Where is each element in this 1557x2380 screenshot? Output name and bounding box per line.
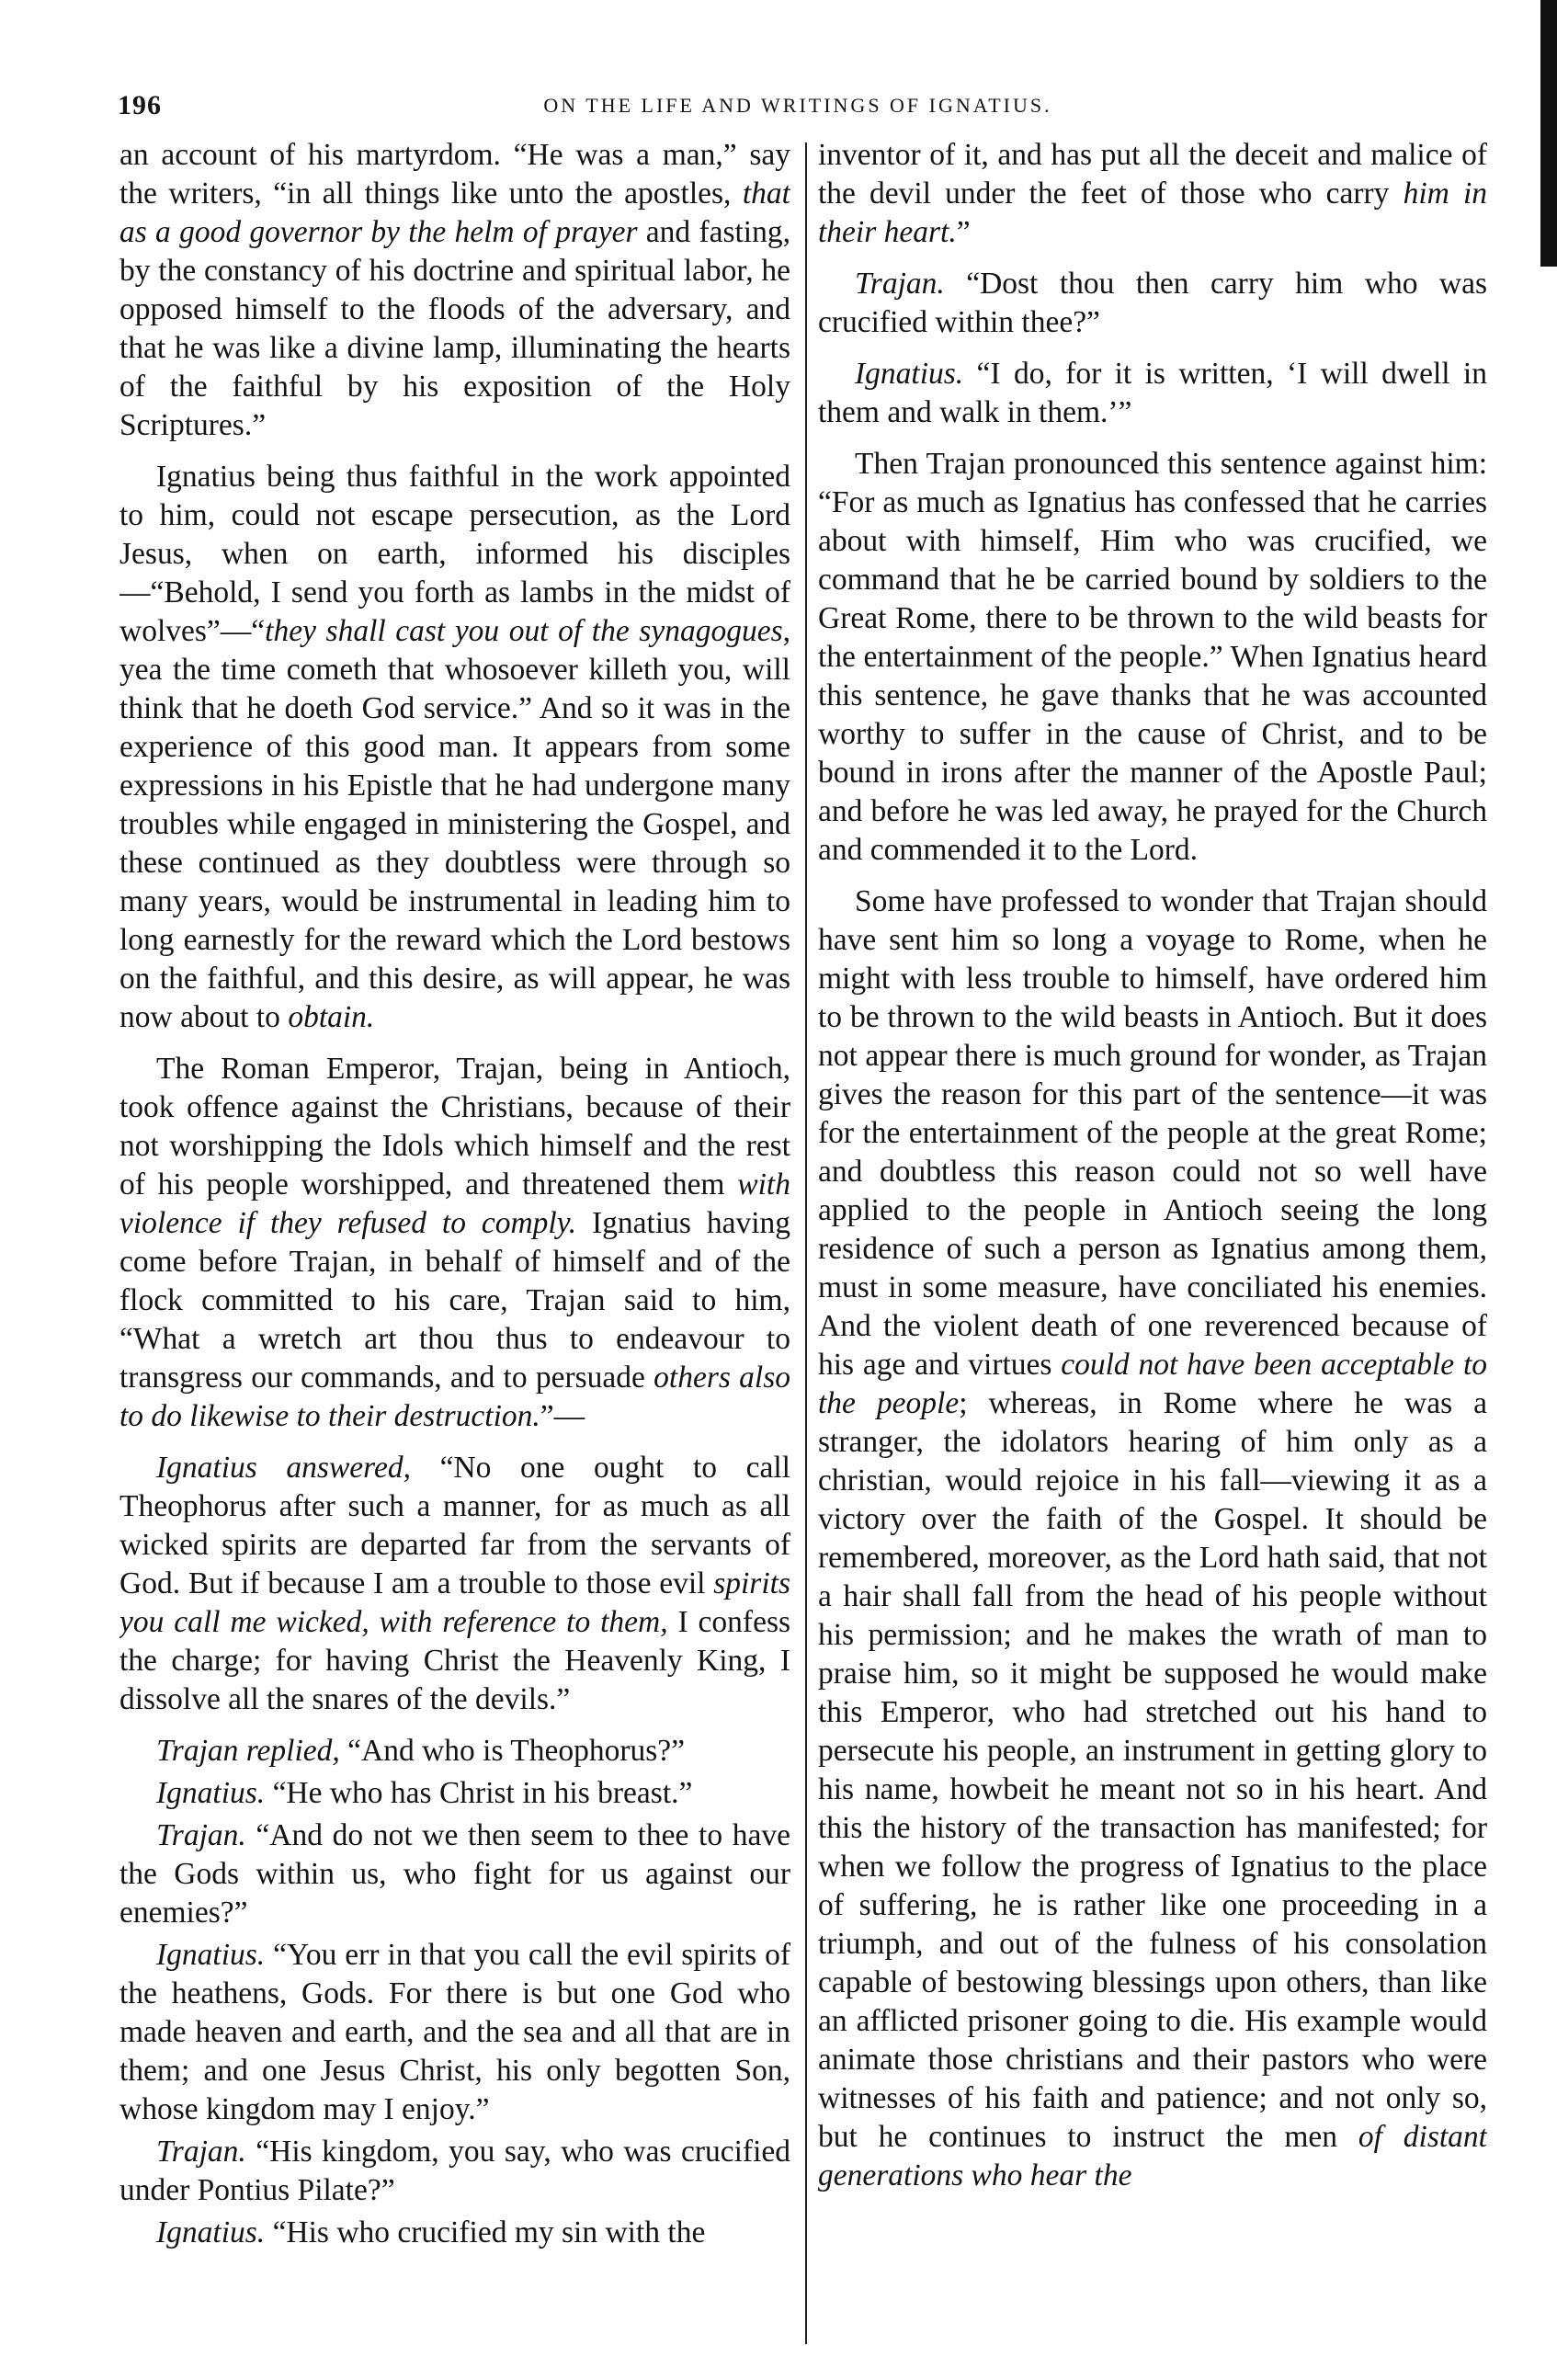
- italic-text: Ignatius.: [156, 2215, 266, 2249]
- running-head: [118, 85, 1478, 127]
- italic-text: Ignatius answered,: [156, 1451, 411, 1485]
- paragraph: [818, 355, 1487, 432]
- text-run: Some have professed to wonder that Trajan should have sent him so long a voyage to Rome, when he might with less trouble to himself, have ordered him to be thrown to the wild beasts in Antioch. But it does not appear there is much ground for wonder, as Trajan gives the reason for this part of the sentence—it was for the entertainment of the people at the great Rome; and doubtless this reason could not so well have applied to the people in Antioch seeing the long residence of such a person as Ignatius among them, must in some measure, have conciliated his enemies. And the violent death of one reverenced because of his age and virtues: [818, 884, 1487, 1382]
- paragraph: [818, 136, 1487, 252]
- paragraph: [119, 1936, 790, 2129]
- text-run: I confess the charge; for having Christ the Heavenly King, I dissolve all the snares of the devils.”: [119, 1605, 790, 1716]
- text-run: “And do not we then seem to thee to have the Gods within us, who fight for us against our enemies?”: [119, 1818, 790, 1930]
- paragraph: [119, 1050, 790, 1436]
- running-title: ON THE LIFE AND WRITINGS OF IGNATIUS.: [543, 94, 1052, 117]
- text-run: Then Trajan pronounced this sentence against him: “For as much as Ignatius has confessed that he carries about with himself, Him who was crucified, we command that he be carried bound by soldiers to the Great Rome, there to be thrown to the wild beasts for the entertainment of the people.” When Ignatius heard this sentence, he gave thanks that he was accounted worthy to suffer in the cause of Christ, and to be bound in irons after the manner of the Apostle Paul; and before he was led away, he prayed for the Church and commended it to the Lord.: [818, 447, 1487, 867]
- text-run: Ignatius being thus faithful in the work appointed to him, could not escape persecution, as the Lord Jesus, when on earth, informed his disciples—“Behold, I send you forth as lambs in the midst of wolves”—“: [119, 460, 790, 648]
- paragraph: [119, 1732, 790, 1771]
- text-run: “He who has Christ in his breast.”: [265, 1776, 693, 1810]
- text-run: ; whereas, in Rome where he was a stranger, the idolators hearing of him only as a christian, would rejoice in his fall—viewing it as a victory over the faith of the Gospel. It should be remembered, moreover, as the Lord hath said, that not a hair shall fall from the head of his people without his permission; and he makes the wrath of man to praise him, so it might be supposed he would make this Emperor, who had stretched out his hand to persecute his people, an instrument in getting glory to his name, howbeit he meant not so in his heart. And this the history of the transaction has manifested; for when we follow the progress of Ignatius to the place of suffering, he is rather like one proceeding in a triumph, and out of the fulness of his consolation capable of bestowing blessings upon others, than like an afflicted prisoner going to die. His example would animate those christians and their pastors who were witnesses of his faith and patience; and not only so, but he continues to instruct the men: [818, 1386, 1487, 2154]
- italic-text: of distant generations who hear the: [818, 2120, 1487, 2192]
- text-run: “And who is Theophorus?”: [339, 1734, 686, 1768]
- italic-text: Ignatius.: [156, 1938, 266, 1972]
- italic-text: they shall cast you out of the synagogues: [265, 614, 783, 648]
- text-run: “No one ought to call Theophorus after such a manner, for as much as all wicked spirits are departed far from the servants of God. But if because I am a trouble to those evil: [119, 1451, 790, 1600]
- text-run: Ignatius having come before Trajan, in behalf of himself and of the flock committed to his care, Trajan said to him, “What a wretch art thou thus to endeavour to transgress our commands, and to persuade: [119, 1206, 790, 1395]
- italic-text: Ignatius.: [855, 357, 964, 391]
- paragraph: [119, 2214, 790, 2252]
- italic-text: spirits you call me wicked, with reference to them,: [119, 1566, 790, 1639]
- text-run: “His kingdom, you say, who was crucified under Pontius Pilate?”: [119, 2135, 790, 2207]
- page-edge-mark: [1540, 0, 1557, 267]
- paragraph: [818, 883, 1487, 2195]
- right-column: [818, 136, 1487, 2342]
- italic-text: could not have been acceptable to the people: [818, 1348, 1487, 1420]
- text-run: “You err in that you call the evil spirits of the heathens, Gods. For there is but one God who made heaven and earth, and the sea and all that are in them; and one Jesus Christ, his only begotten Son, whose kingdom may I enjoy.”: [119, 1938, 790, 2126]
- paragraph: [119, 1449, 790, 1719]
- italic-text: others also to do likewise to their destruction.: [119, 1361, 790, 1433]
- italic-text: that as a good governor by the helm of prayer: [119, 177, 790, 249]
- paragraph: [119, 2133, 790, 2210]
- paragraph: [119, 1774, 790, 1813]
- paragraph: [818, 265, 1487, 342]
- italic-text: him in their heart.: [818, 177, 1487, 249]
- paragraph: [119, 1816, 790, 1932]
- italic-text: with violence if they refused to comply.: [119, 1167, 790, 1240]
- text-run: an account of his martyrdom. “He was a man,” say the writers, “in all things like unto the apostles,: [119, 138, 790, 211]
- column-divider: [805, 142, 807, 2344]
- italic-text: Trajan.: [156, 2135, 246, 2169]
- italic-text: Trajan.: [156, 1818, 246, 1852]
- text-run: ”—: [540, 1399, 585, 1433]
- text-run: “His who crucified my sin with the: [265, 2215, 706, 2249]
- text-run: , yea the time cometh that whosoever killeth you, will think that he doeth God service.” And so it was in the experience of this good man. It appears from some expressions in his Epistle that he had undergone many troubles while engaged in ministering the Gospel, and these continued as they doubtless were through so many years, would be instrumental in leading him to long earnestly for the reward which the Lord bestows on the faithful, and this desire, as will appear, he was now about to: [119, 614, 790, 1034]
- italic-text: Trajan.: [855, 267, 945, 301]
- italic-text: Trajan replied,: [156, 1734, 340, 1768]
- text-run: inventor of it, and has put all the deceit and malice of the devil under the feet of those who carry: [818, 138, 1487, 211]
- page-number: 196: [118, 90, 162, 120]
- text-run: The Roman Emperor, Trajan, being in Antioch, took offence against the Christians, because of their not worshipping the Idols which himself and the rest of his people worshipped, and threatened them: [119, 1052, 790, 1201]
- italic-text: obtain.: [288, 1000, 375, 1034]
- text-run: ”: [956, 215, 971, 249]
- left-column: [119, 136, 790, 2342]
- text-run: and fasting, by the constancy of his doctrine and spiritual labor, he opposed himself to the floods of the adversary, and that he was like a divine lamp, illuminating the hearts of the faithful by his exposition of the Holy Scriptures.”: [119, 215, 790, 442]
- italic-text: Ignatius.: [156, 1776, 266, 1810]
- paragraph: [119, 458, 790, 1037]
- text-run: “Dost thou then carry him who was crucified within thee?”: [818, 267, 1487, 339]
- text-run: “I do, for it is written, ‘I will dwell in them and walk in them.’”: [818, 357, 1487, 429]
- paragraph: [818, 445, 1487, 870]
- paragraph: [119, 136, 790, 445]
